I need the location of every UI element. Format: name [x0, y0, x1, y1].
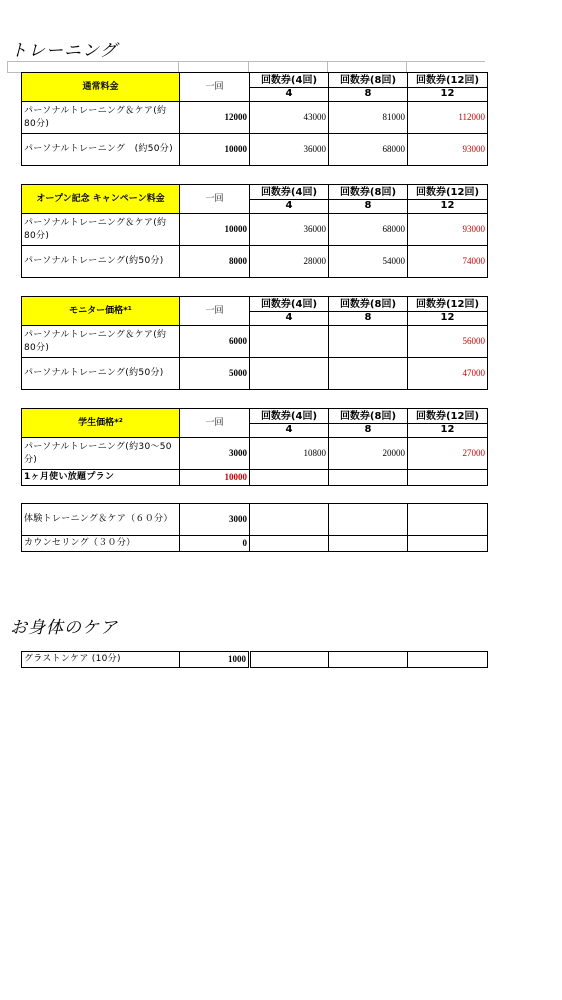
pack-12-header	[408, 73, 488, 102]
pack-8-header	[329, 73, 408, 102]
pack-title: 回数券(12回)	[408, 75, 487, 88]
single-price: 8000	[180, 246, 250, 278]
pack-8-price	[329, 326, 408, 358]
pack-title: 回数券(8回)	[329, 299, 407, 312]
single-session-header: 一回	[180, 409, 250, 438]
table-row	[22, 652, 488, 668]
pack-4-header	[250, 409, 329, 438]
empty-cell	[329, 536, 408, 552]
pack-12-price	[408, 470, 488, 486]
pack-4-price	[250, 358, 329, 390]
section-title-training: トレーニング	[10, 41, 118, 61]
pack-count: 4	[285, 312, 293, 323]
pack-count: 4	[285, 424, 293, 435]
pack-12-header	[408, 185, 488, 214]
table-row	[22, 326, 488, 358]
table-row	[22, 246, 488, 278]
pack-title: 回数券(4回)	[250, 411, 328, 424]
pack-8-price	[329, 470, 408, 486]
pack-12-price: 27000	[408, 438, 488, 470]
pack-count: 12	[440, 88, 455, 99]
pack-title: 回数券(12回)	[408, 299, 487, 312]
price-table-student	[21, 408, 488, 486]
empty-cell	[250, 504, 329, 536]
single-price: 12000	[180, 102, 250, 134]
pack-4-price: 10800	[250, 438, 329, 470]
pack-12-price: 93000	[408, 214, 488, 246]
single-session-header: 一回	[180, 73, 250, 102]
pack-title: 回数券(4回)	[250, 75, 328, 88]
table-row	[22, 470, 488, 486]
section-title-body-care: お身体のケア	[10, 618, 118, 638]
single-price: 0	[180, 536, 250, 552]
table-row	[22, 504, 488, 536]
service-name: パーソナルトレーニング(約30〜50分)	[22, 438, 180, 470]
single-price: 3000	[180, 438, 250, 470]
pack-count: 12	[440, 312, 455, 323]
service-name: カウンセリング（３０分）	[22, 536, 180, 552]
pack-title: 回数券(4回)	[250, 187, 328, 200]
table-label: 学生価格*²	[22, 409, 180, 438]
pack-4-price: 43000	[250, 102, 329, 134]
table-row	[22, 358, 488, 390]
empty-cell	[329, 504, 408, 536]
table-row	[22, 134, 488, 166]
empty-cell	[250, 652, 329, 668]
pack-count: 8	[364, 424, 372, 435]
empty-cell	[250, 536, 329, 552]
pack-count: 8	[364, 200, 372, 211]
pack-12-price: 56000	[408, 326, 488, 358]
pack-8-price: 54000	[329, 246, 408, 278]
service-name: パーソナルトレーニング＆ケア(約80分)	[22, 102, 180, 134]
pack-4-price: 36000	[250, 134, 329, 166]
service-name: 1ヶ月使い放題プラン	[22, 470, 180, 486]
pack-8-header	[329, 297, 408, 326]
table-label: オープン記念 キャンペーン料金	[22, 185, 180, 214]
table-row	[22, 102, 488, 134]
pack-title: 回数券(4回)	[250, 299, 328, 312]
service-name: パーソナルトレーニング(約50分)	[22, 246, 180, 278]
pack-8-price: 20000	[329, 438, 408, 470]
single-price: 10000	[180, 470, 250, 486]
pack-4-header	[250, 297, 329, 326]
table-label: モニター価格*¹	[22, 297, 180, 326]
pack-12-price: 93000	[408, 134, 488, 166]
pack-8-price	[329, 358, 408, 390]
pack-4-price: 28000	[250, 246, 329, 278]
empty-cell	[408, 504, 488, 536]
pack-title: 回数券(12回)	[408, 187, 487, 200]
service-name: パーソナルトレーニング(約50分)	[22, 358, 180, 390]
single-price: 5000	[180, 358, 250, 390]
empty-cell	[408, 536, 488, 552]
pack-count: 4	[285, 88, 293, 99]
single-price: 6000	[180, 326, 250, 358]
pack-4-header	[250, 185, 329, 214]
pack-4-header	[250, 73, 329, 102]
single-session-header: 一回	[180, 185, 250, 214]
table-row	[22, 536, 488, 552]
single-price: 10000	[180, 134, 250, 166]
pack-8-price: 68000	[329, 134, 408, 166]
pack-4-price	[250, 326, 329, 358]
single-price: 10000	[180, 214, 250, 246]
pack-8-header	[329, 409, 408, 438]
price-table-monitor	[21, 296, 488, 390]
pack-8-price: 68000	[329, 214, 408, 246]
pack-title: 回数券(8回)	[329, 75, 407, 88]
pack-count: 12	[440, 424, 455, 435]
pack-title: 回数券(8回)	[329, 187, 407, 200]
empty-cell	[329, 652, 408, 668]
pack-count: 8	[364, 312, 372, 323]
table-label: 通常料金	[22, 73, 180, 102]
service-name: 体験トレーニング＆ケア（６０分）	[22, 504, 180, 536]
pack-12-price: 74000	[408, 246, 488, 278]
service-name: パーソナルトレーニング (約50分)	[22, 134, 180, 166]
pack-count: 12	[440, 200, 455, 211]
pack-12-price: 47000	[408, 358, 488, 390]
price-table-campaign	[21, 184, 488, 278]
pack-8-price: 81000	[329, 102, 408, 134]
pack-12-price: 112000	[408, 102, 488, 134]
pack-12-header	[408, 409, 488, 438]
pack-count: 4	[285, 200, 293, 211]
single-price: 1000	[180, 652, 250, 668]
service-name: パーソナルトレーニング＆ケア(約80分)	[22, 214, 180, 246]
price-table-regular	[21, 72, 488, 166]
table-row	[22, 214, 488, 246]
pack-4-price: 36000	[250, 214, 329, 246]
service-name: グラストンケア (10分)	[22, 652, 180, 668]
pack-4-price	[250, 470, 329, 486]
table-row	[22, 438, 488, 470]
empty-cell	[408, 652, 488, 668]
price-table-extras	[21, 503, 488, 552]
single-price: 3000	[180, 504, 250, 536]
pack-count: 8	[364, 88, 372, 99]
pack-title: 回数券(8回)	[329, 411, 407, 424]
service-name: パーソナルトレーニング＆ケア(約80分)	[22, 326, 180, 358]
pack-8-header	[329, 185, 408, 214]
pack-12-header	[408, 297, 488, 326]
pack-title: 回数券(12回)	[408, 411, 487, 424]
price-table-body-care	[21, 651, 488, 668]
single-session-header: 一回	[180, 297, 250, 326]
